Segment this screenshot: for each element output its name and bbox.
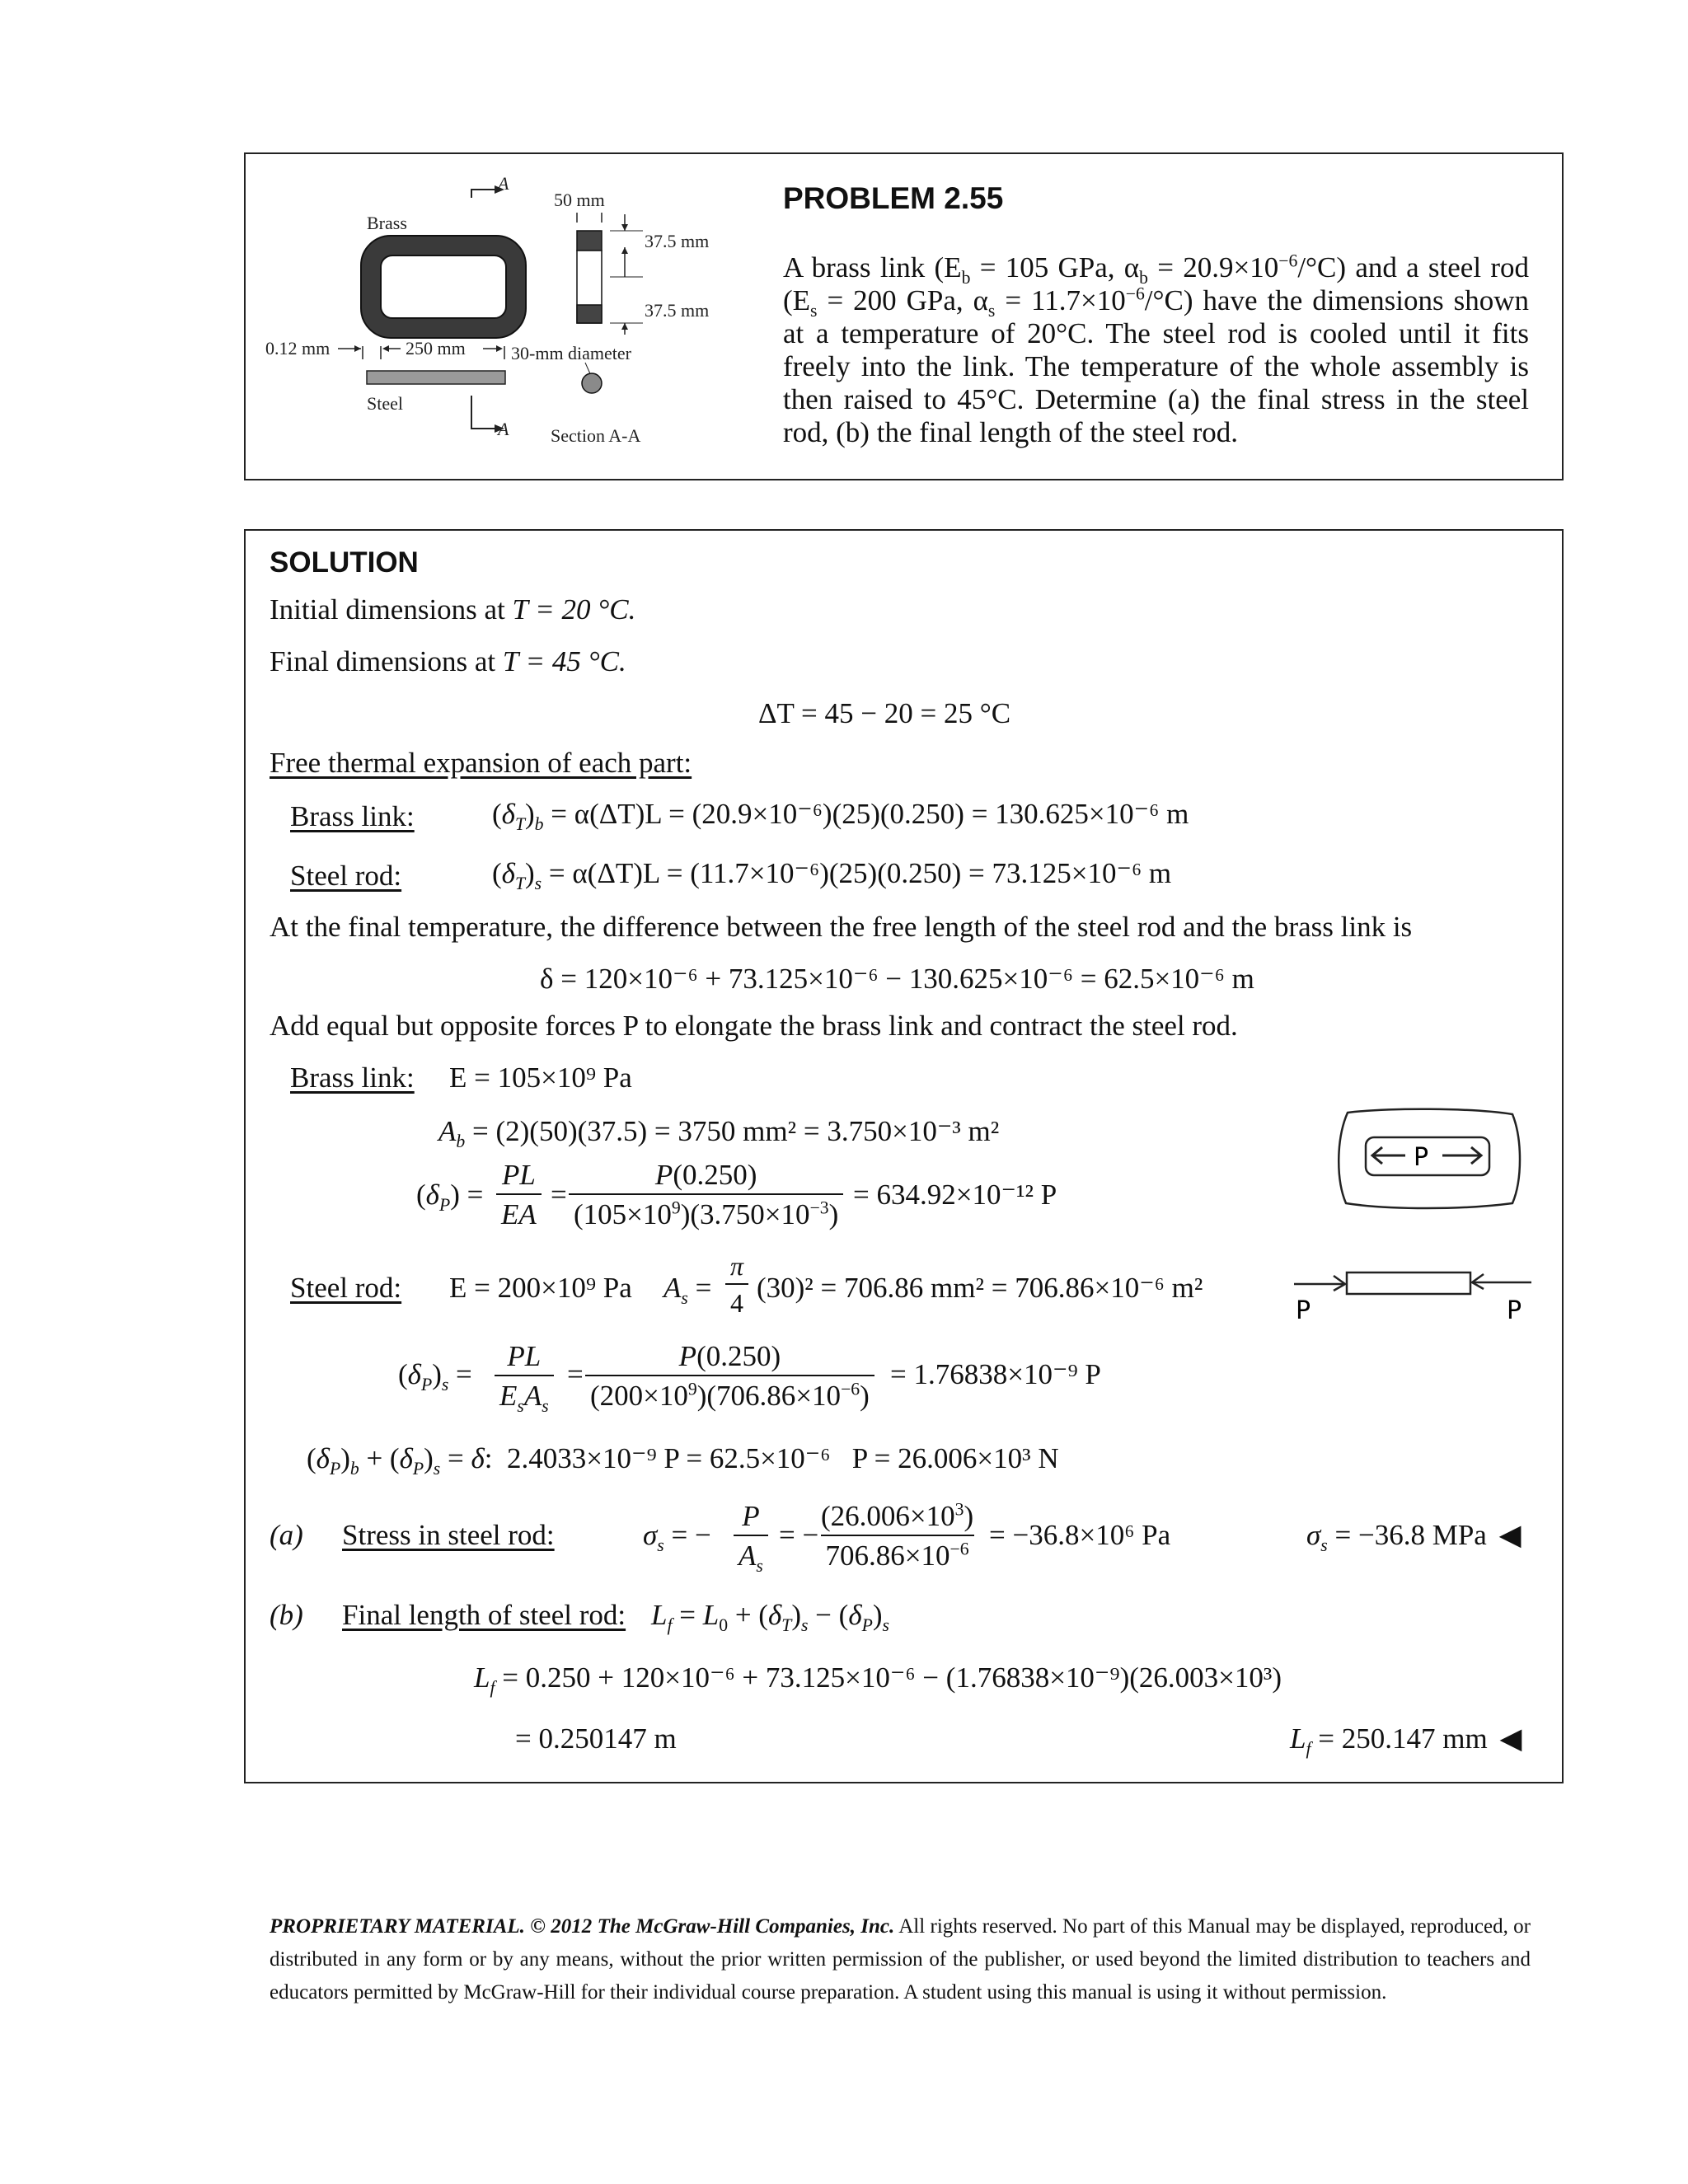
sketch-p-label: P: [1414, 1143, 1429, 1172]
dim-50: 50 mm: [554, 190, 605, 210]
final-length-eq3: = 0.250147 m: [515, 1722, 677, 1755]
dim-250: 250 mm: [406, 338, 466, 359]
free-expansion-heading: Free thermal expansion of each part:: [270, 747, 692, 779]
stress-answer: $\sigma_s = -36.8$ MPa ◀: [1306, 1519, 1522, 1555]
stress-fraction-1: P $A_s$: [734, 1502, 768, 1570]
problem-figure: [256, 165, 767, 462]
delta-t-equation: ΔT = 45 − 20 = 25 °C: [758, 697, 1011, 729]
problem-text: A brass link ($E_b = 105$ GPa, $\alpha_b = 20.9\times 10^{-6}/^\circ C$) and a steel rod ($E_s = 200$ GPa, $\alpha_s = 11.7\times 10^{-6}/^\circ C$) have the dimensions shown at a temperature of 20°C. The steel rod is cooled until it fits freely into the link. The temperature of the whole assembly is then raised to 45°C. Determine (a) the final stress in the steel rod, (b) the final length of the steel rod.: [783, 251, 1529, 448]
brass-dp-result: = 634.92×10⁻¹² P: [853, 1179, 1057, 1211]
equals-sign: =: [551, 1179, 567, 1211]
stress-fraction-2: $(26.006\times 10^3)$ $706.86\times 10^{-6}$: [821, 1499, 974, 1572]
section-label-a-top: A: [498, 173, 509, 194]
brass-label: Brass: [367, 213, 407, 233]
steel-label: Steel: [367, 393, 403, 414]
steel-dp-fraction-2: P(0.250) $(200\times 10^9)(706.86\times 10^{-6})$: [585, 1342, 874, 1410]
steel-modulus: E = 200×10⁹ Pa: [449, 1272, 632, 1304]
section-label-a-bottom: A: [498, 419, 509, 439]
brass-dp-fraction-2: P(0.250) $(105\times 10^9)(3.750\times 10^{-3})$: [569, 1160, 843, 1229]
brass-free-expansion: $(\delta_T)_b = \alpha(\Delta T)L = (20.9\times 10^{-6})(25)(0.250) = 130.625\times 10^{-6}$ m: [492, 798, 1189, 834]
steel-area-fraction: π 4: [725, 1253, 748, 1316]
rod-cross-section: [582, 373, 602, 393]
steel-rod-label-2: Steel rod:: [290, 1272, 402, 1304]
final-length-answer: $L_f = 250.147$ mm ◀: [1290, 1722, 1522, 1759]
final-length-eq1: $L_f = L_0 + (\delta_T)_s - (\delta_P)_s$: [651, 1599, 889, 1635]
dim-375-top: 37.5 mm: [645, 231, 710, 251]
equals-minus: = −: [779, 1519, 819, 1551]
problem-title: PROBLEM 2.55: [783, 181, 1004, 215]
brass-link-label-2: Brass link:: [290, 1062, 415, 1094]
difference-text: At the final temperature, the difference between the free length of the steel rod and the brass link is: [270, 911, 1413, 943]
copyright-footer: [270, 1910, 1531, 2009]
answer-marker-2: ◀: [1499, 1722, 1522, 1755]
final-length-heading: Final length of steel rod:: [342, 1599, 626, 1631]
stress-heading: Stress in steel rod:: [342, 1519, 555, 1551]
steel-dp-result: = 1.76838×10⁻⁹ P: [890, 1358, 1101, 1390]
steel-free-expansion: $(\delta_T)_s = \alpha(\Delta T)L = (11.7\times 10^{-6})(25)(0.250) = 73.125\times 10^{-6}$ m: [492, 857, 1172, 893]
steel-rod-sketch: [1286, 1261, 1541, 1327]
footer-text: All rights reserved. No part of this Manual may be displayed, reproduced, or distributed in any form or by any means, without the prior written permission of the publisher, or used beyond the limited distribution to teachers and educators permitted by McGraw-Hill for their individual course preparation. A student using this manual is using it without permission.: [270, 1915, 1531, 2004]
steel-dp-lhs: $(\delta_P)_s$ =: [398, 1358, 472, 1394]
steel-area-lhs: $A_s$ =: [663, 1272, 712, 1308]
answer-marker: ◀: [1498, 1519, 1522, 1551]
equals-sign-2: =: [567, 1358, 584, 1390]
brass-dp-fraction-1: PL EA: [496, 1160, 542, 1229]
sketch-p-right: P: [1507, 1296, 1522, 1325]
solution-heading: SOLUTION: [270, 546, 419, 579]
diameter-label: 30-mm diameter: [511, 343, 632, 363]
initial-dimensions: Initial dimensions at T = 20 °C.: [270, 593, 636, 626]
brass-link-label: Brass link:: [290, 800, 415, 832]
delta-equation: δ = 120×10⁻⁶ + 73.125×10⁻⁶ − 130.625×10⁻⁶ = 62.5×10⁻⁶ m: [540, 963, 1254, 995]
stress-result: = −36.8×10⁶ Pa: [989, 1519, 1171, 1551]
footer-bold: PROPRIETARY MATERIAL. © 2012 The McGraw-Hill Companies, Inc.: [270, 1915, 895, 1938]
stress-lhs: $\sigma_s$ = −: [643, 1519, 711, 1555]
steel-dp-fraction-1: PL $E_sA_s$: [495, 1342, 554, 1410]
sketch-p-left: P: [1296, 1296, 1311, 1325]
steel-area: (30)² = 706.86 mm² = 706.86×10⁻⁶ m²: [757, 1272, 1203, 1304]
brass-dp-lhs: $(\delta_P)$ =: [416, 1179, 484, 1215]
compatibility-equation: $(\delta_P)_b + (\delta_P)_s = \delta$: 2.4033×10⁻⁹ P = 62.5×10⁻⁶ P = 26.006×10³ N: [307, 1442, 1059, 1479]
forces-text: Add equal but opposite forces P to elongate the brass link and contract the steel rod.: [270, 1010, 1238, 1042]
final-dimensions: Final dimensions at T = 45 °C.: [270, 645, 626, 677]
brass-area: $A_b = (2)(50)(37.5) = 3750$ mm² = 3.750×10⁻³ m²: [438, 1115, 1000, 1151]
part-b-label: (b): [270, 1599, 303, 1631]
section-label: Section A-A: [551, 425, 641, 446]
part-a-label: (a): [270, 1519, 303, 1551]
final-length-eq2: $L_f = 0.250 + 120\times 10^{-6} + 73.125\times 10^{-6} - (1.76838\times 10^{-9})(26.003\times 10^3)$: [474, 1661, 1282, 1698]
dim-012: 0.12 mm: [265, 338, 331, 359]
steel-rod: [367, 371, 505, 384]
steel-rod-label: Steel rod:: [290, 860, 402, 892]
dim-375-bottom: 37.5 mm: [645, 300, 710, 321]
brass-modulus: E = 105×10⁹ Pa: [449, 1062, 632, 1094]
brass-link-sketch: [1331, 1106, 1529, 1213]
